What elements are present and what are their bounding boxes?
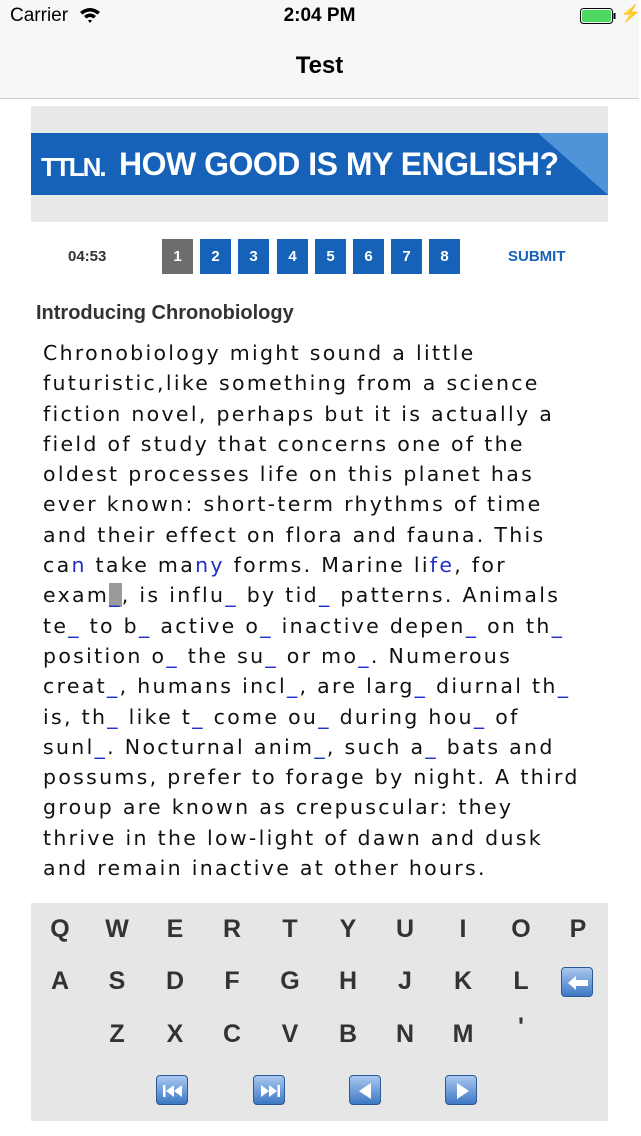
page-button-1[interactable]: 1: [162, 239, 193, 274]
banner-headline: HOW GOOD IS MY ENGLISH?: [119, 146, 559, 182]
carrier-label: Carrier: [10, 5, 69, 26]
status-time: 2:04 PM: [283, 5, 356, 26]
key-o[interactable]: O: [511, 915, 531, 943]
key-z[interactable]: Z: [109, 1020, 125, 1048]
blank-slot[interactable]: _: [94, 734, 108, 759]
blank-slot[interactable]: _: [109, 583, 122, 608]
passage-line: thrive in the low-light of dawn and dusk: [43, 825, 543, 850]
navigation-bar: [0, 34, 639, 99]
key-k[interactable]: K: [453, 967, 473, 995]
key-j[interactable]: J: [398, 967, 412, 995]
blank-slot[interactable]: _: [314, 734, 327, 759]
blank-slot[interactable]: _: [139, 613, 152, 638]
key-apostrophe[interactable]: ': [518, 1013, 524, 1041]
page-button-2[interactable]: 2: [200, 239, 231, 274]
letter-keyboard: [31, 903, 608, 1121]
key-v[interactable]: V: [281, 1020, 299, 1048]
passage-line: is, th_ like t_ come ou_ during hou_ of: [43, 704, 520, 729]
blank-slot[interactable]: _: [107, 704, 120, 729]
passage-line: fiction novel, perhaps but it is actually a: [43, 401, 555, 426]
blank-slot[interactable]: _: [192, 704, 205, 729]
passage-line: exam_, is influ_ by tid_ patterns. Animals: [43, 583, 561, 608]
key-i[interactable]: I: [459, 915, 467, 943]
page-button-8[interactable]: 8: [429, 239, 460, 274]
passage-line: can take many forms. Marine life, for: [43, 553, 507, 578]
key-b[interactable]: B: [338, 1020, 358, 1048]
key-g[interactable]: G: [280, 967, 300, 995]
key-q[interactable]: Q: [50, 915, 70, 943]
battery-icon: [580, 8, 616, 24]
blank-slot[interactable]: _: [425, 734, 438, 759]
key-x[interactable]: X: [166, 1020, 184, 1048]
countdown-timer: 04:53: [68, 248, 107, 265]
blank-slot[interactable]: _: [265, 643, 278, 668]
passage-line: oldest processes life on this planet has: [43, 462, 535, 487]
page-button-6[interactable]: 6: [353, 239, 384, 274]
key-f[interactable]: F: [224, 967, 240, 995]
fast-forward-icon[interactable]: [253, 1075, 285, 1105]
page-button-3[interactable]: 3: [238, 239, 269, 274]
passage-line: position o_ the su_ or mo_. Numerous: [43, 643, 513, 668]
banner-frame: [31, 106, 608, 222]
page-button-5[interactable]: 5: [315, 239, 346, 274]
key-y[interactable]: Y: [339, 915, 357, 943]
key-m[interactable]: M: [452, 1020, 474, 1048]
blank-slot[interactable]: _: [166, 643, 179, 668]
passage-title: Introducing Chronobiology: [36, 302, 294, 324]
key-h[interactable]: H: [338, 967, 358, 995]
blank-slot[interactable]: _: [473, 704, 487, 729]
passage-line: ever known: short-term rhythms of time: [43, 492, 543, 517]
blank-slot[interactable]: _: [358, 643, 371, 668]
passage-line: sunl_. Nocturnal anim_, such a_ bats and: [43, 734, 555, 759]
blank-slot[interactable]: _: [414, 674, 428, 699]
passage-line: and remain inactive at other hours.: [43, 856, 487, 881]
passage-line: possums, prefer to forage by night. A third: [43, 765, 580, 790]
key-s[interactable]: S: [108, 967, 126, 995]
next-icon[interactable]: [445, 1075, 477, 1105]
passage-line: futuristic,like something from a science: [43, 371, 540, 396]
banner: [31, 133, 608, 195]
passage-line: and their effect on flora and fauna. This: [43, 522, 546, 547]
blank-slot[interactable]: _: [557, 674, 571, 699]
passage-line: group are known as crepuscular: they: [43, 795, 514, 820]
blank-slot[interactable]: _: [225, 583, 238, 608]
key-t[interactable]: T: [282, 915, 298, 943]
key-l[interactable]: L: [513, 967, 529, 995]
key-c[interactable]: C: [222, 1020, 242, 1048]
passage-line: te_ to b_ active o_ inactive depen_ on th_: [43, 613, 565, 638]
blank-slot[interactable]: _: [286, 674, 300, 699]
key-d[interactable]: D: [165, 967, 185, 995]
page-title: Test: [295, 52, 344, 79]
page-button-4[interactable]: 4: [277, 239, 308, 274]
key-e[interactable]: E: [166, 915, 184, 943]
blank-slot[interactable]: _: [68, 613, 81, 638]
charging-icon: ⚡: [620, 4, 641, 23]
passage-line: Chronobiology might sound a little: [43, 341, 476, 365]
blank-slot[interactable]: _: [318, 583, 332, 608]
blank-slot[interactable]: _: [107, 674, 120, 699]
status-bar: [0, 0, 639, 34]
blank-slot[interactable]: _: [260, 613, 273, 638]
key-r[interactable]: R: [222, 915, 242, 943]
passage-text[interactable]: [43, 338, 613, 883]
previous-icon[interactable]: [349, 1075, 381, 1105]
key-n[interactable]: N: [395, 1020, 415, 1048]
blank-slot[interactable]: _: [551, 613, 565, 638]
page-button-7[interactable]: 7: [391, 239, 422, 274]
blank-slot[interactable]: _: [465, 613, 479, 638]
submit-button[interactable]: SUBMIT: [508, 248, 566, 265]
key-u[interactable]: U: [395, 915, 415, 943]
backspace-icon[interactable]: [561, 967, 593, 997]
blank-slot[interactable]: _: [318, 704, 331, 729]
key-a[interactable]: A: [50, 967, 70, 995]
key-p[interactable]: P: [569, 915, 587, 943]
rewind-icon[interactable]: [156, 1075, 188, 1105]
passage-line: field of study that concerns one of the: [43, 431, 525, 456]
passage-line: creat_, humans incl_, are larg_ diurnal th_: [43, 674, 571, 699]
key-w[interactable]: W: [105, 915, 129, 943]
banner-logo: TTLN.: [41, 152, 105, 182]
